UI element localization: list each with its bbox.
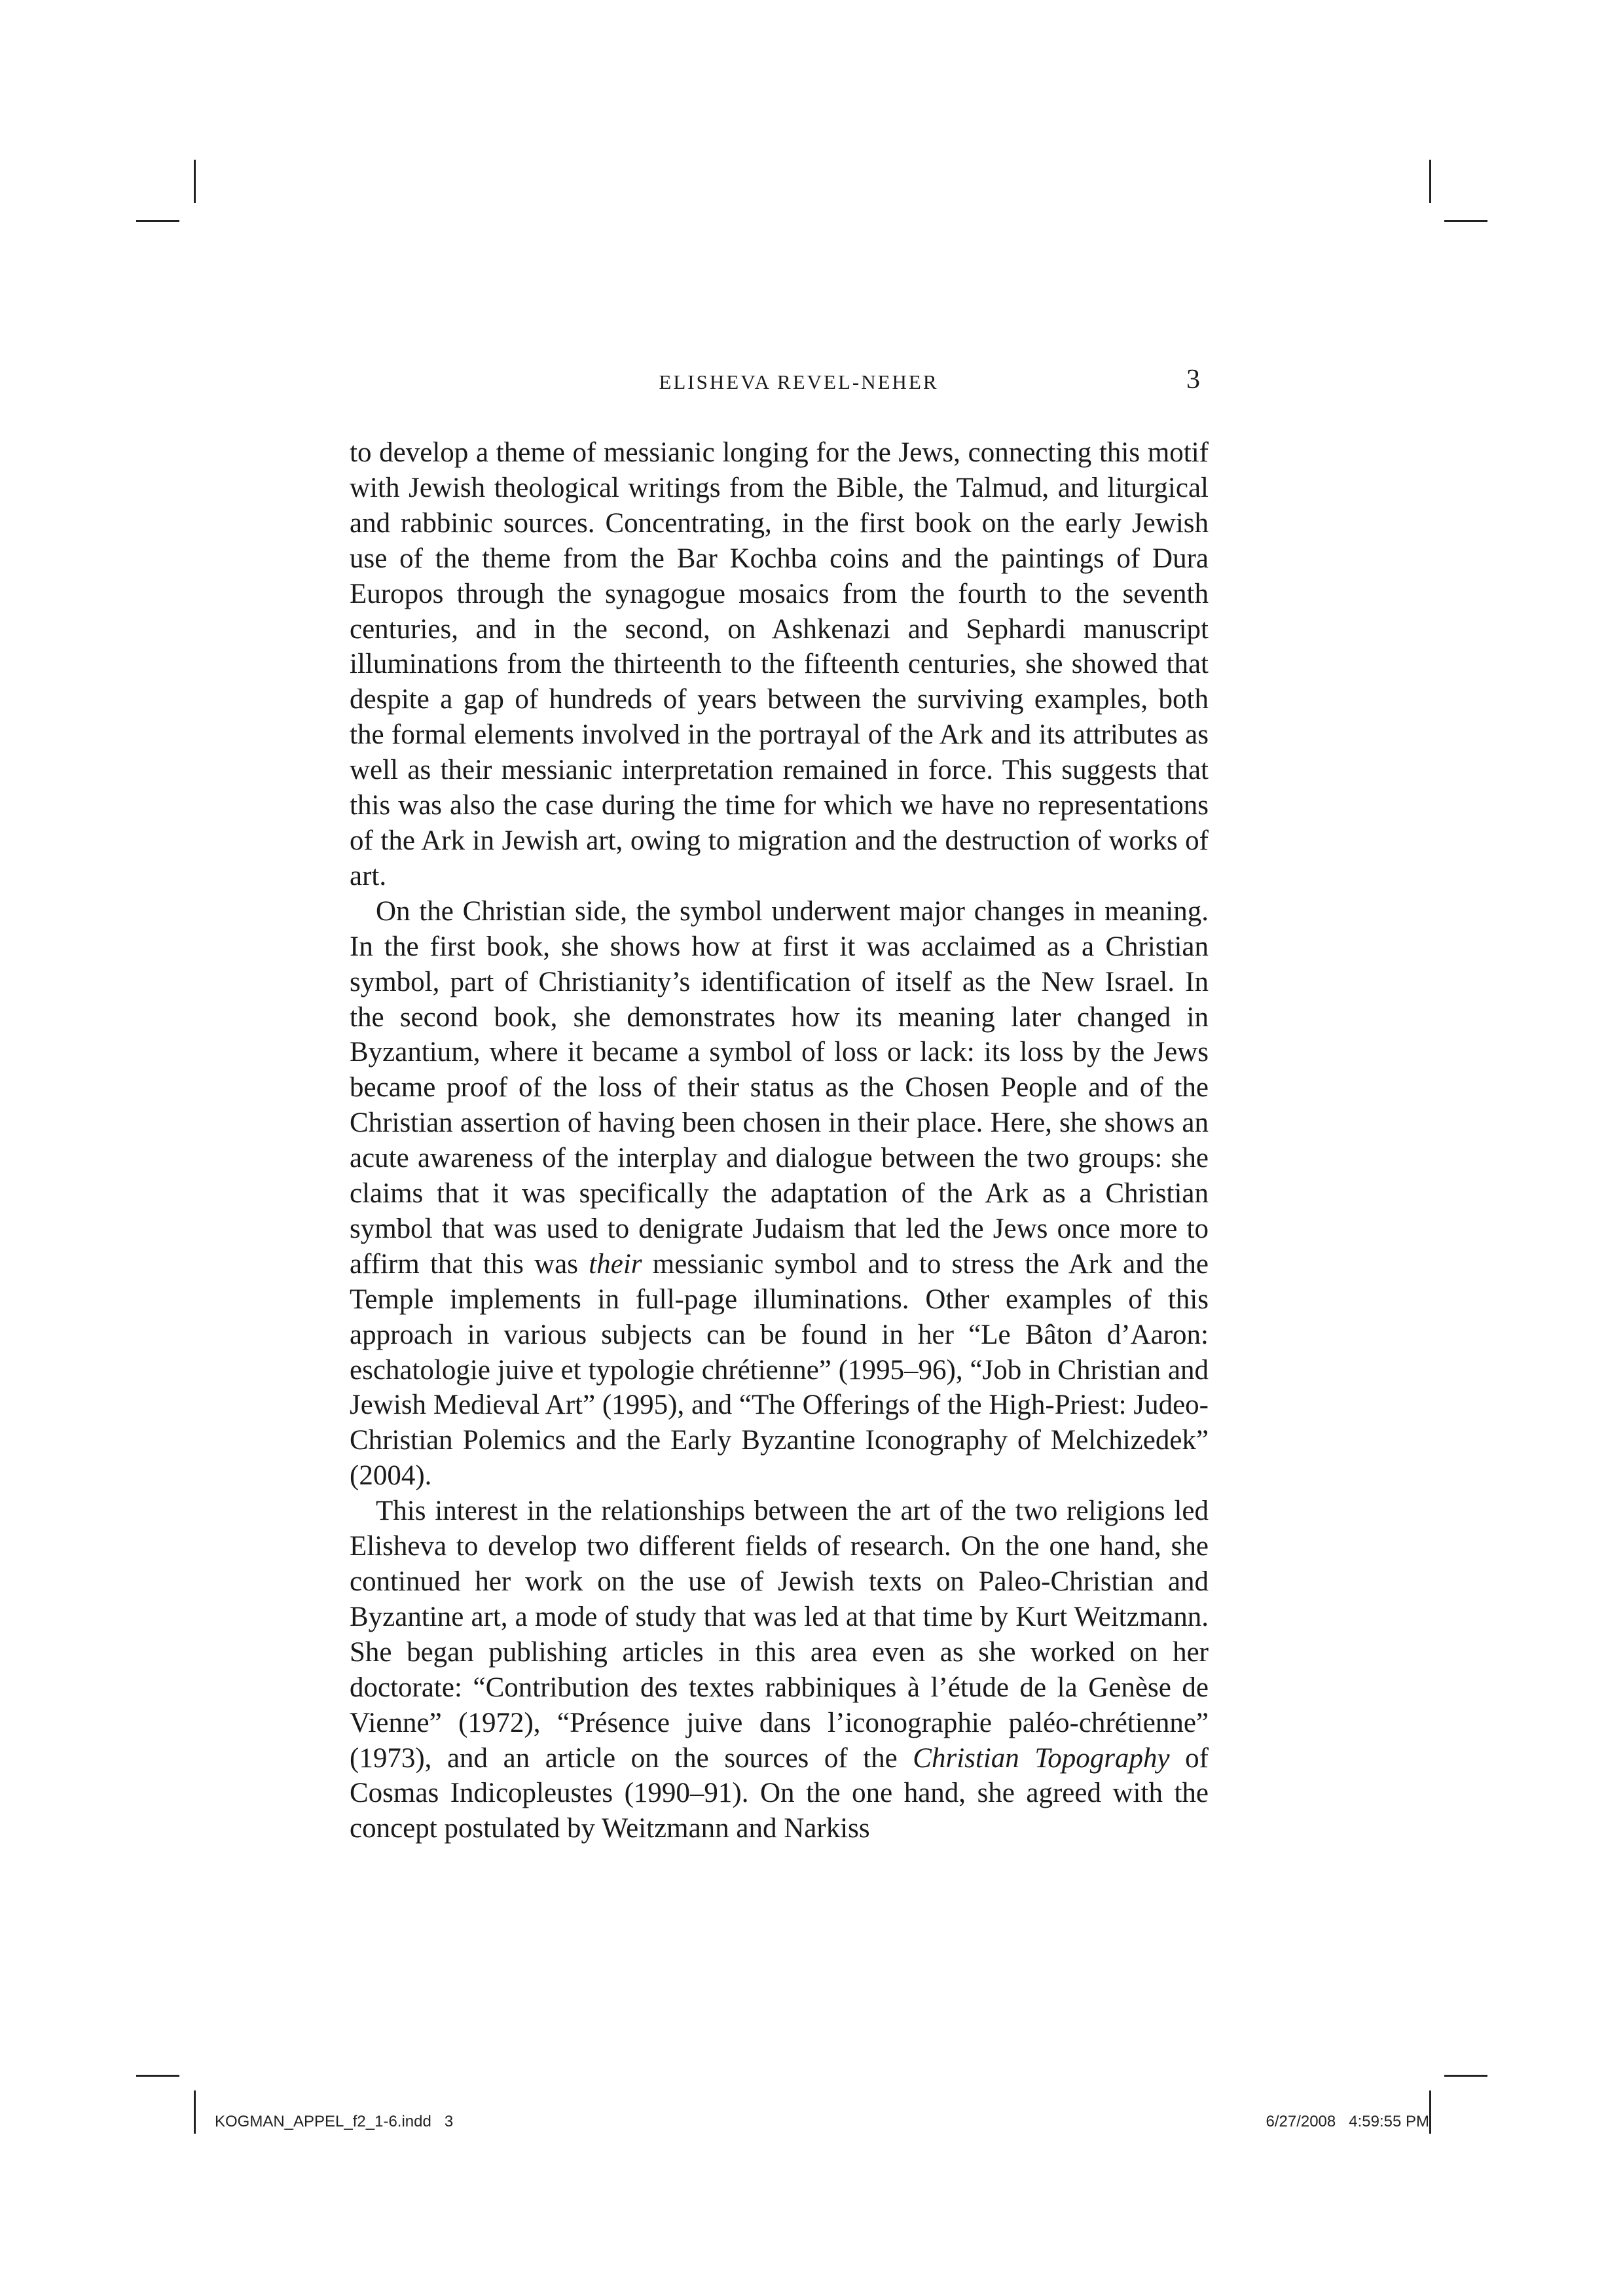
- paragraph-1: to develop a theme of messianic longing for the Jews, connecting this motif with Jewish theological writings from the Bible, the Talmud, and liturgical and rabbinic sources. Concentrating, in the first book on the early Jewish use of the theme from the Bar Kochba coins and the paintings of Dura Europos through the synagogue mosaics from the fourth to the seventh centuries, and in the second, on Ashkenazi and Sephardi manuscript illuminations from the thirteenth to the fifteenth centuries, she showed that despite a gap of hundreds of years between the surviving examples, both the formal elements involved in the portrayal of the Ark and its attributes as well as their messianic interpretation remained in force. This suggests that this was also the case during the time for which we have no representations of the Ark in Jewish art, owing to migration and the destruction of works of art.: [350, 437, 1209, 891]
- crop-mark-top-left-horizontal: [136, 220, 179, 222]
- crop-mark-bottom-left-vertical: [194, 2090, 196, 2134]
- crop-mark-bottom-right-horizontal: [1444, 2075, 1487, 2077]
- crop-mark-top-right-horizontal: [1444, 220, 1487, 222]
- paragraph-3-text-a: This interest in the relationships between the art of the two religions led Elisheva to develop two different fields of research. On the one hand, she continued her work on the use of Jewish texts on Paleo-Christian and Byzantine art, a mode of study that was led at that time by Kurt Weitzmann. She began publishing articles in this area even as she worked on her doctorate: “Contribution des textes rabbiniques à l’étude de la Genèse de Vienne” (1972), “Présence juive dans l’iconographie paléo-chrétienne” (1973), and an article on the sources of the: [350, 1496, 1209, 1774]
- running-head: ELISHEVA REVEL-NEHER: [659, 370, 939, 393]
- crop-mark-bottom-left-horizontal: [136, 2075, 179, 2077]
- paragraph-3-italic: Christian Topography: [913, 1742, 1170, 1774]
- paragraph-2-text-a: On the Christian side, the symbol underwent major changes in meaning. In the first book, she shows how at first it was acclaimed as a Christian symbol, part of Christianity’s identification of itself as the New Israel. In the second book, she demonstrates how its meaning later changed in Byzantium, where it became a symbol of loss or lack: its loss by the Jews became proof of the loss of their status as the Chosen People and of the Christian assertion of having been chosen in their place. Here, she shows an acute awareness of the interplay and dialogue between the two groups: she claims that it was specifically the adaptation of the Ark as a Christian symbol that was used to denigrate Judaism that led the Jews once more to affirm that this was: [350, 895, 1209, 1280]
- crop-mark-top-left-vertical: [194, 160, 196, 203]
- slug-date-info: 6/27/2008 4:59:55 PM: [1266, 2113, 1429, 2130]
- slug-file-info: KOGMAN_APPEL_f2_1-6.indd 3: [215, 2113, 454, 2130]
- paragraph-3: [350, 1494, 1209, 1846]
- crop-mark-top-right-vertical: [1429, 160, 1431, 203]
- paragraph-3-text-b: of Cosmas Indicopleustes (1990–91). On the one hand, she agreed with the concept postulated by Weitzmann and Narkiss: [350, 1742, 1209, 1844]
- body-text: [350, 435, 1209, 1846]
- crop-mark-bottom-right-vertical: [1429, 2090, 1431, 2134]
- paragraph-2-text-b: messianic symbol and to stress the Ark and the Temple implements in full-page illuminations. Other examples of this approach in various subjects can be found in her “Le Bâton d’Aaron: eschatologie juive et typologie chrétienne” (1995–96), “Job in Christian and Jewish Medieval Art” (1995), and “The Offerings of the High-Priest: Judeo-Christian Polemics and the Early Byzantine Iconography of Melchizedek” (2004).: [350, 1248, 1209, 1492]
- page-number: 3: [1186, 365, 1200, 395]
- paragraph-2: [350, 894, 1209, 1494]
- paragraph-2-italic: their: [589, 1248, 642, 1280]
